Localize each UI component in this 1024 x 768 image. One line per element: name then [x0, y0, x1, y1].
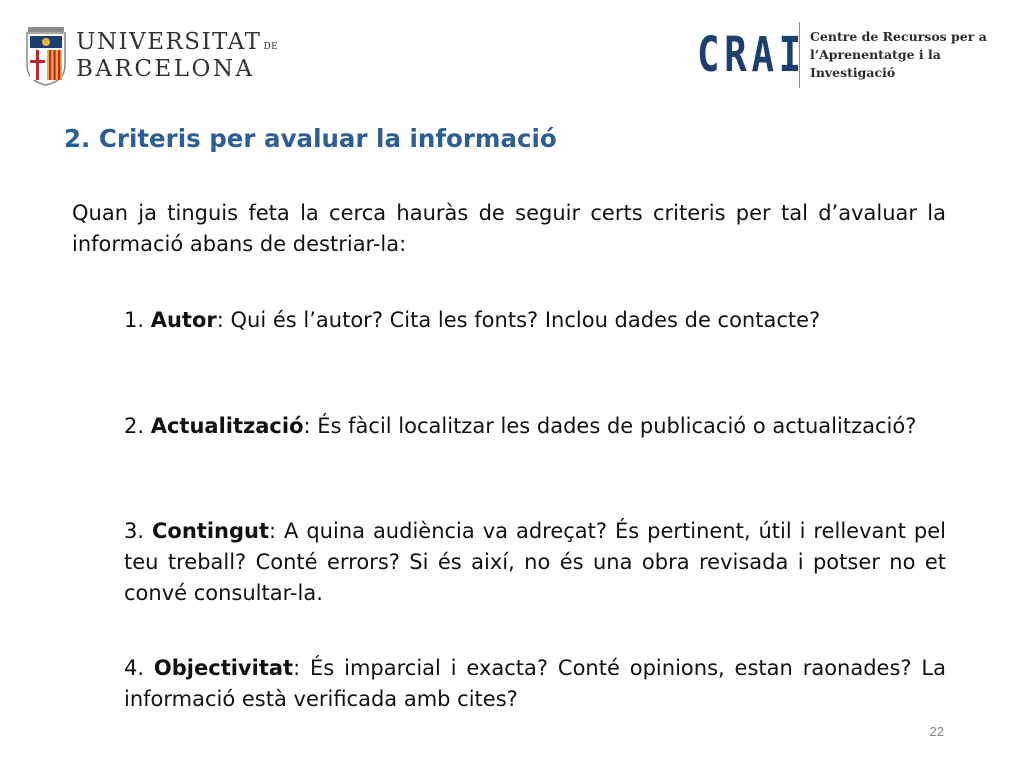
crai-mark: CRAI [697, 27, 806, 83]
criterion-objectivitat [124, 653, 946, 715]
criterion-number: 1. [124, 308, 145, 332]
criterion-number: 4. [124, 656, 145, 680]
criterion-text: És fàcil localitzar les dades de publicació o actualització? [317, 414, 917, 438]
crai-logo [697, 22, 1024, 88]
university-de: DE [263, 42, 279, 52]
university-seal-icon [24, 25, 68, 87]
criterion-separator: : [293, 656, 301, 680]
criterion-separator: : [303, 414, 311, 438]
crai-line1: Centre de Recursos per a [809, 29, 987, 44]
criterion-term: Autor [150, 308, 217, 332]
criterion-number: 3. [124, 519, 145, 543]
criterion-text: És imparcial i exacta? Conté opinions, estan raonades? La informació està verificada amb cites? [124, 656, 946, 711]
criterion-separator: : [216, 308, 224, 332]
criterion-text: Qui és l’autor? Cita les fonts? Inclou dades de contacte? [230, 308, 821, 332]
university-name-line2: BARCELONA [76, 56, 255, 82]
university-name-line1 [76, 31, 278, 54]
crai-line2: l’Aprenentatge i la Investigació [809, 47, 941, 80]
criterion-text: A quina audiència va adreçat? És pertinent, útil i rellevant pel teu treball? Conté errors? Si és així, no és una obra revisada i potser no et convé consultar-la. [124, 519, 946, 605]
university-logo [24, 24, 278, 88]
criterion-actualitzacio [124, 411, 946, 442]
criterion-separator: : [269, 519, 277, 543]
criterion-contingut [124, 516, 946, 609]
slide-title: 2. Criteris per avaluar la informació [64, 124, 557, 153]
criterion-term: Contingut [152, 519, 269, 543]
criterion-term: Actualització [150, 414, 304, 438]
criterion-autor [124, 305, 946, 336]
intro-paragraph: Quan ja tinguis feta la cerca hauràs de seguir certs criteris per tal d’avaluar la informació abans de destriar-la: [72, 201, 946, 256]
university-word: UNIVERSITAT [76, 29, 262, 55]
criterion-number: 2. [124, 414, 145, 438]
crai-description [810, 28, 1024, 82]
criterion-term: Objectivitat [153, 656, 294, 680]
page-number: 22 [929, 724, 944, 739]
